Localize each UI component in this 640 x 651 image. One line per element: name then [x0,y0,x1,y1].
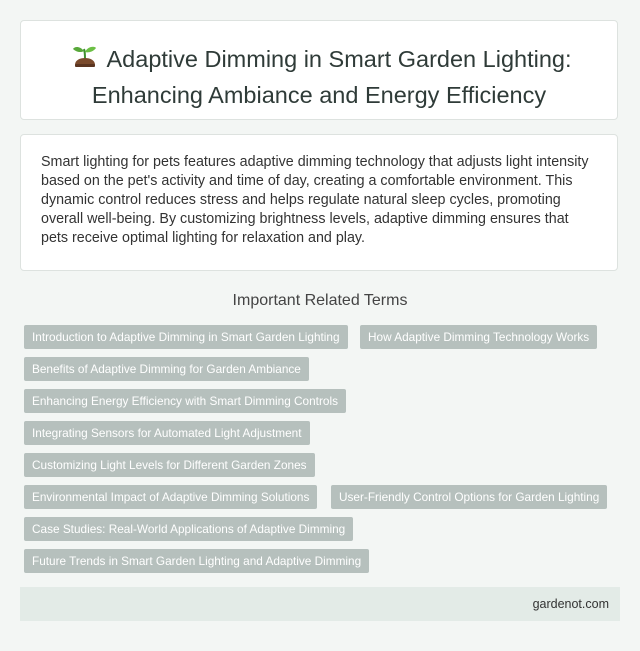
related-terms-heading: Important Related Terms [232,292,408,309]
title-line-1: Adaptive Dimming in Smart Garden Lighting: [106,46,572,73]
title-line-2: Enhancing Ambiance and Energy Efficiency [91,82,547,108]
description-text: Smart lighting for pets features adaptive dimming technology that adjusts light intensity based on the pet's activity and time of day, creating a comfortable environment. This dynamic control reduces stress and helps regulate natural sleep cycles, promoting overall well-being. By customizing brightness levels, adaptive dimming ensures that pets receive optimal lighting for relaxation and play. [41,154,589,246]
related-term-tag[interactable]: How Adaptive Dimming Technology Works [360,325,597,349]
description-card [20,134,618,271]
title-card [20,20,618,120]
related-term-tag[interactable]: Environmental Impact of Adaptive Dimming Solutions [24,485,317,509]
related-term-tag[interactable]: Introduction to Adaptive Dimming in Smart Garden Lighting [24,325,348,349]
related-term-tag[interactable]: Enhancing Energy Efficiency with Smart Dimming Controls [24,389,346,413]
footer [20,587,620,621]
related-term-tag[interactable]: Customizing Light Levels for Different Garden Zones [24,453,315,477]
related-term-tag[interactable]: Benefits of Adaptive Dimming for Garden Ambiance [24,357,309,381]
sprout-icon [67,42,103,80]
related-term-tag[interactable]: Case Studies: Real-World Applications of Adaptive Dimming [24,517,353,541]
related-term-tag[interactable]: Future Trends in Smart Garden Lighting and Adaptive Dimming [24,549,369,573]
footer-site[interactable]: gardenot.com [532,597,609,611]
related-term-tag[interactable]: User-Friendly Control Options for Garden Lighting [331,485,607,509]
page-title [21,42,617,111]
related-term-tag[interactable]: Integrating Sensors for Automated Light Adjustment [24,421,310,445]
